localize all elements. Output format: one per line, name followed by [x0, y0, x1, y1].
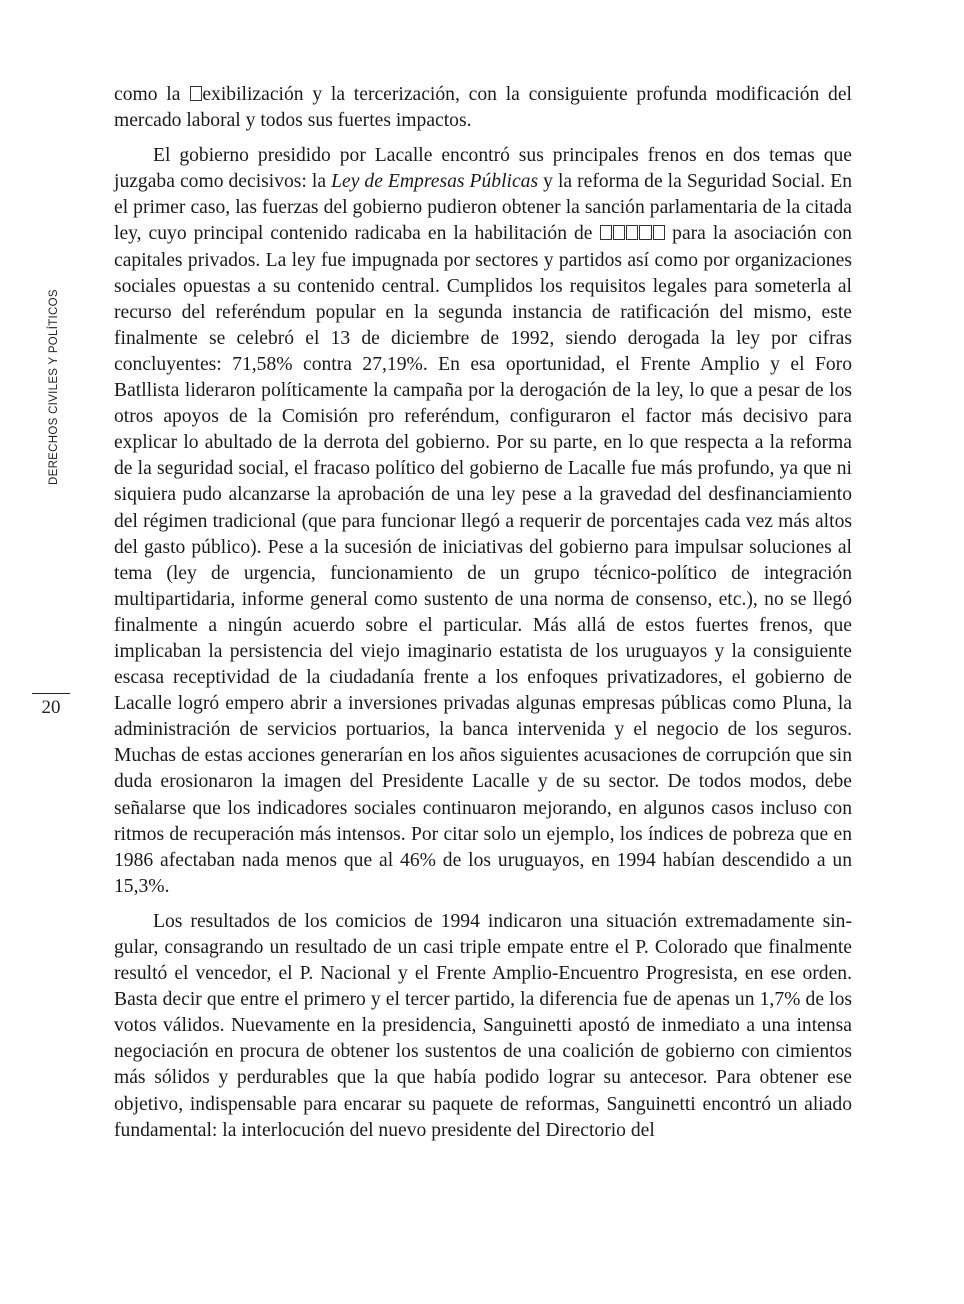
text-run: Los resultados de los comicios de 1994 indicaron una situación extremadamente singular, consagrando un resultado de un casi triple empate entre el P. Colorado que finalmente resultó el vencedor, el P. Nacional y el Frente Amplio-Encuentro Progresista, en ese orden. Basta decir que entre el primero y el tercer partido, la diferencia fue de apenas un 1,7% de los votos válidos. Nuevamente en la presidencia, Sanguinetti apostó de inmediato a una intensa negociación en procura de obtener los sustentos de una coalición de gobierno con cimientos más sólidos y perdurables que la que había podido lograr su antecesor. Para obtener ese objetivo, indispensable para encarar su paquete de reformas, Sanguinetti encontró un aliado fundamental: la interlocución del nuevo presidente del Directorio del — [114, 910, 852, 1141]
missing-glyph-box — [613, 225, 625, 240]
missing-glyph-box — [653, 225, 665, 240]
missing-glyph-box — [190, 86, 202, 101]
page-number: 20 — [41, 697, 61, 718]
italic-title: Ley de Empresas Públicas — [331, 171, 539, 193]
text-run: y la reforma de la Seguridad Social. En el primer caso, las fuerzas del gobierno pudieron obtener la sanción parlamentaria de la citada ley, cuyo principal contenido radicaba en la habilitación de — [114, 171, 852, 245]
paragraph — [114, 909, 852, 1144]
text-run: El gobierno presidido por Lacalle encontró sus principales frenos en dos temas que juzgaba como decisivos: la — [114, 145, 852, 193]
text-run: exibilización y la tercerización, con la consiguiente profunda modificación del mercado laboral y todos sus fuertes impactos. — [114, 84, 852, 132]
text-run: para la asociación con capitales privados. La ley fue impugnada por sectores y partidos así como por organizaciones sociales opuestas a su contenido central. Cumplidos los requisitos legales para someterla al recurso del referéndum popular en la segunda instancia de ratificación del mismo, este finalmente se celebró el 13 de diciembre de 1992, siendo derogada la ley por cifras concluyentes: 71,58% contra 27,19%. En esa oportunidad, el Frente Amplio y el Foro Batllista lideraron políticamente la campaña por la derogación de la ley, lo que a pesar de los otros apoyos de la Comisión pro referéndum, configuraron el factor más decisivo para explicar lo abultado de la derrota del gobierno. Por su parte, en lo que respecta a la reforma de la seguridad social, el fracaso político del gobierno de Lacalle fue más profundo, ya que ni siquiera pudo alcanzarse la aprobación de una ley pese a la gravedad del desfinanciamiento del régimen tradicional (que para funcionar llegó a requerir de porcentajes cada vez más altos del gasto público). Pese a la sucesión de iniciativas del gobierno para impulsar soluciones al tema (ley de urgencia, funcionamiento de un grupo técnico-político de integración multipartidaria, informe general como sustento de una norma de consenso, etc.), no se llegó finalmente a ningún acuerdo sobre el particular. Más allá de estos fuertes frenos, que implicaban la persistencia del viejo imaginario estatista de los uruguayos y la consiguiente escasa receptividad de la ciudadanía frente a los enfoques privatizadores, el gobierno de Lacalle logró empero abrir a inversiones privadas algunas empresas públicas como Pluna, la administración de servicios portuarios, la banca intervenida y el negocio de los seguros. Muchas de estas acciones generarían en los años siguientes acusaciones de corrupción que sin duda erosionaron la imagen del Presidente Lacalle y de su sector. De todos modos, debe señalarse que los indicadores sociales continuaron mejorando, en algunos casos incluso con ritmos de recuperación más intensos. Por citar solo un ejemplo, los índices de pobreza que en 1986 afectaban nada menos que al 46% de los uruguayos, en 1994 habían descendido a un 15,3%. — [114, 223, 852, 897]
paragraph — [114, 82, 852, 134]
missing-glyph-box — [626, 225, 638, 240]
page-number-rule — [32, 693, 70, 694]
running-header-vertical: DERECHOS CIVILES Y POLÍTICOS — [48, 289, 60, 485]
missing-glyph-box — [639, 225, 651, 240]
paragraph — [114, 143, 852, 900]
missing-glyph-box — [600, 225, 612, 240]
text-run: como la — [114, 84, 190, 105]
body-text — [114, 82, 852, 1153]
